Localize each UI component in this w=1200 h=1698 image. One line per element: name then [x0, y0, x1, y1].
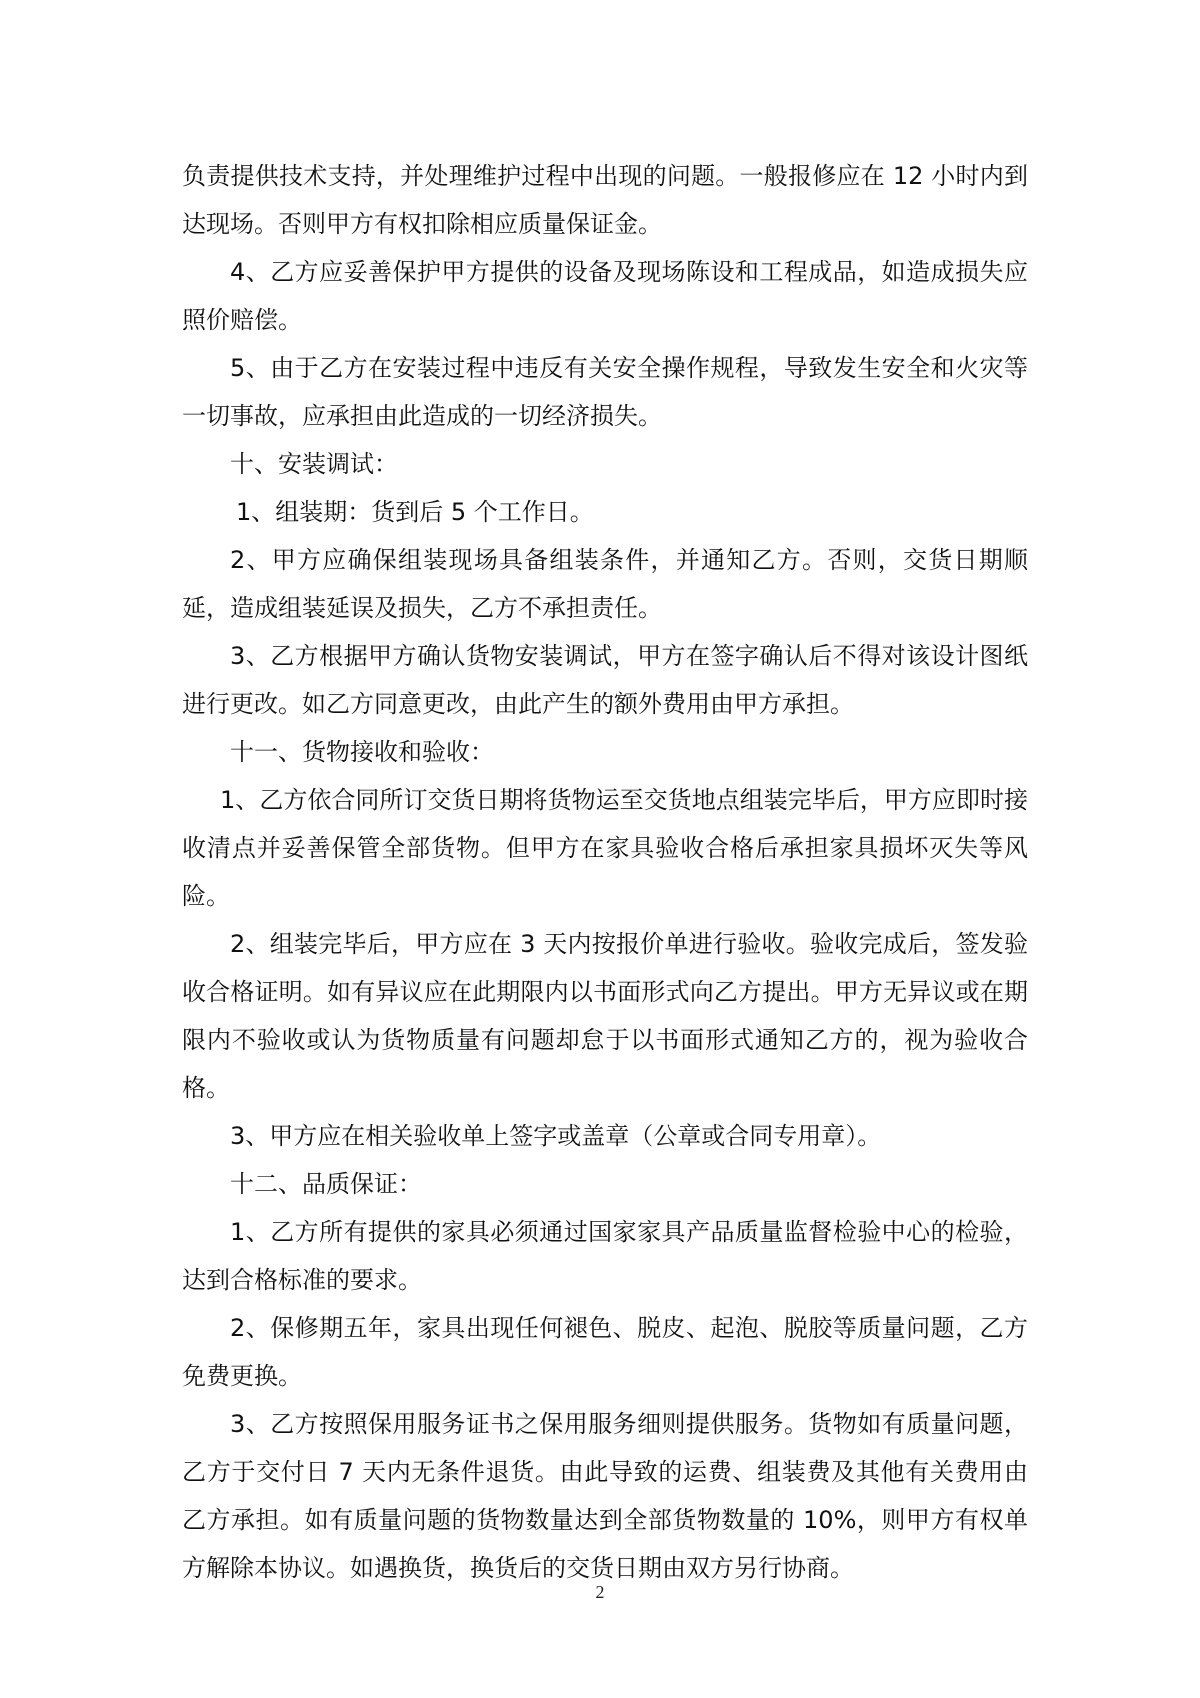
section-heading-10: 十、安装调试：: [230, 450, 398, 478]
paragraph-acceptance-1: 1、乙方依合同所订交货日期将货物运至交货地点组装完毕后，甲方应即时接收清点并妥善保管全部货物。但甲方在家具验收合格后承担家具损坏灭失等风险。: [182, 786, 1028, 910]
paragraph-acceptance-3: 3、甲方应在相关验收单上签字或盖章（公章或合同专用章）。: [230, 1122, 882, 1150]
paragraph-item-5: 5、由于乙方在安装过程中违反有关安全操作规程，导致发生安全和火灾等一切事故，应承担由此造成的一切经济损失。: [182, 354, 1028, 430]
paragraph-continuation: 负责提供技术支持，并处理维护过程中出现的问题。一般报修应在 12 小时内到达现场。否则甲方有权扣除相应质量保证金。: [182, 162, 1028, 238]
paragraph-quality-1: 1、乙方所有提供的家具必须通过国家家具产品质量监督检验中心的检验，达到合格标准的要求。: [182, 1218, 1028, 1294]
paragraph-item-4: 4、乙方应妥善保护甲方提供的设备及现场陈设和工程成品，如造成损失应照价赔偿。: [182, 258, 1028, 334]
paragraph-quality-3: 3、乙方按照保用服务证书之保用服务细则提供服务。货物如有质量问题，乙方于交付日 7 天内无条件退货。由此导致的运费、组装费及其他有关费用由乙方承担。如有质量问题的货物数量达到全部货物数量的 10%，则甲方有权单方解除本协议。如遇换货，换货后的交货日期由双方另行协商。: [182, 1410, 1028, 1582]
paragraph-install-2: 2、甲方应确保组装现场具备组装条件，并通知乙方。否则，交货日期顺延，造成组装延误及损失，乙方不承担责任。: [182, 546, 1028, 622]
document-body: [182, 152, 1028, 1592]
paragraph-acceptance-2: 2、组装完毕后，甲方应在 3 天内按报价单进行验收。验收完成后，签发验收合格证明。如有异议应在此期限内以书面形式向乙方提出。甲方无异议或在期限内不验收或认为货物质量有问题却怠于以书面形式通知乙方的，视为验收合格。: [182, 930, 1028, 1102]
section-heading-12: 十二、品质保证：: [230, 1170, 422, 1198]
page-number: 2: [595, 1582, 605, 1602]
section-heading-11: 十一、货物接收和验收：: [230, 738, 494, 766]
paragraph-install-1: 1、组装期：货到后 5 个工作日。: [236, 498, 594, 526]
paragraph-quality-2: 2、保修期五年，家具出现任何褪色、脱皮、起泡、脱胶等质量问题，乙方免费更换。: [182, 1314, 1028, 1390]
paragraph-install-3: 3、乙方根据甲方确认货物安装调试，甲方在签字确认后不得对该设计图纸进行更改。如乙方同意更改，由此产生的额外费用由甲方承担。: [182, 642, 1028, 718]
